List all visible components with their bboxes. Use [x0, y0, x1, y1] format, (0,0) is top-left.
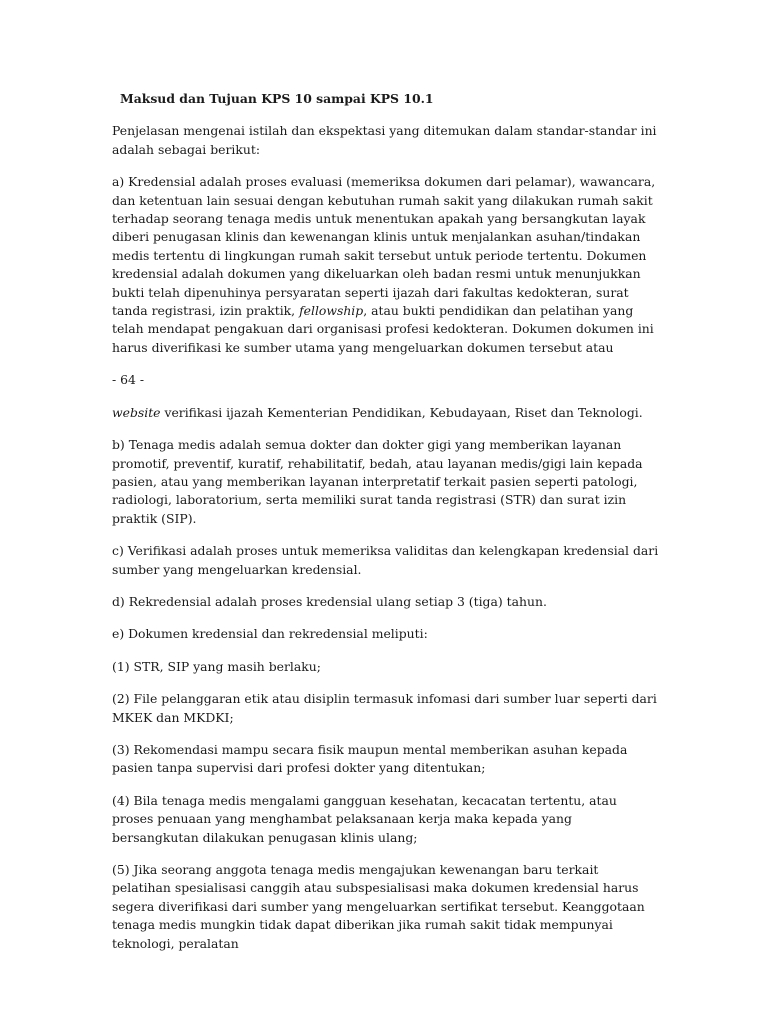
definition-e-paragraph: e) Dokumen kredensial dan rekredensial meliputi: — [112, 626, 428, 642]
definition-a-text-2: , atau bukti pendidikan dan pelatihan yang telah mendapat pengakuan dari organisasi profesi kedokteran. Dokumen dokumen ini harus diverifikasi ke sumber utama yang mengeluarkan dokumen tersebut atau — [112, 303, 654, 355]
definition-a-text-1: a) Kredensial adalah proses evaluasi (memeriksa dokumen dari pelamar), wawancara, dan ketentuan lain sesuai dengan kebutuhan rumah sakit yang dilakukan rumah sakit terhadap seorang tenaga medis untuk menentukan apakah yang bersangkutan layak diberi penugasan klinis dan kewenangan klinis untuk menjalankan asuhan/tindakan medis tertentu di lingkungan rumah sakit tersebut untuk periode tertentu. Dokumen kredensial adalah dokumen yang dikeluarkan oleh badan resmi untuk menunjukkan bukti telah dipenuhinya persyaratan seperti ijazah dari fakultas kedokteran, surat tanda registrasi, izin praktik, — [112, 174, 656, 319]
list-item: (1) STR, SIP yang masih berlaku; — [112, 658, 321, 674]
list-item: (5) Jika seorang anggota tenaga medis mengajukan kewenangan baru terkait pelatihan spesialisasi canggih atau subspesialisasi maka dokumen kredensial harus segera diverifikasi dari sumber yang mengeluarkan sertifikat tersebut. Keanggotaan tenaga medis mungkin tidak dapat diberikan jika rumah sakit tidak mempunyai teknologi, peralatan — [112, 862, 645, 951]
definition-b-paragraph: b) Tenaga medis adalah semua dokter dan dokter gigi yang memberikan layanan promotif, preventif, kuratif, rehabilitatif, bedah, atau layanan medis/gigi lain kepada pasien, atau yang memberikan layanan interpretatif terkait pasien seperti patologi, radiologi, laboratorium, serta memiliki surat tanda registrasi (STR) dan surat izin praktik (SIP). — [112, 437, 643, 526]
continuation-text: verifikasi ijazah Kementerian Pendidikan, Kebudayaan, Riset dan Teknologi. — [160, 404, 643, 420]
definition-d-paragraph: d) Rekredensial adalah proses kredensial ulang setiap 3 (tiga) tahun. — [112, 593, 547, 609]
list-item: (2) File pelanggaran etik atau disiplin termasuk infomasi dari sumber luar seperti dari MKEK dan MKDKI; — [112, 691, 657, 725]
definition-a-italic-term: fellowship — [299, 303, 364, 319]
continuation-paragraph — [112, 404, 660, 422]
definition-c-paragraph: c) Verifikasi adalah proses untuk memeriksa validitas dan kelengkapan kredensial dari sumber yang mengeluarkan kredensial. — [112, 543, 659, 577]
intro-paragraph: Penjelasan mengenai istilah dan ekspektasi yang ditemukan dalam standar-standar ini adalah sebagai berikut: — [112, 123, 657, 157]
list-item: (3) Rekomendasi mampu secara fisik maupun mental memberikan asuhan kepada pasien tanpa supervisi dari profesi dokter yang ditentukan; — [112, 741, 628, 776]
section-title: Maksud dan Tujuan KPS 10 sampai KPS 10.1 — [120, 91, 434, 106]
list-item: (4) Bila tenaga medis mengalami gangguan kesehatan, kecacatan tertentu, atau proses penuaan yang menghambat pelaksanaan kerja maka kepada yang bersangkutan dilakukan penugasan klinis ulang; — [112, 792, 617, 845]
document-page — [112, 90, 660, 967]
continuation-italic-term: website — [112, 404, 161, 420]
definition-a-paragraph — [112, 173, 660, 357]
page-number: - 64 - — [112, 372, 145, 388]
